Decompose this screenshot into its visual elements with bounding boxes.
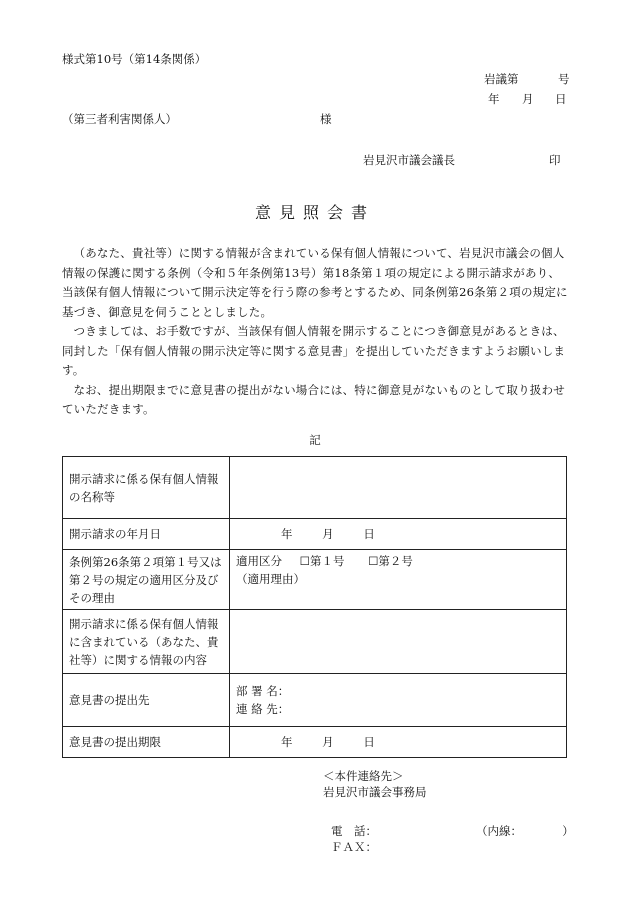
phone-label: 電 話： [331, 824, 377, 838]
option-item-2-checkbox[interactable]: ☐第２号 [368, 554, 413, 568]
sender-name: 岩見沢市議会議長 [363, 153, 455, 167]
personal-info-name-label: 開示請求に係る保有個人情報の名称等 [63, 457, 230, 519]
deadline-day: 日 [363, 735, 375, 749]
deadline-year: 年 [281, 735, 293, 749]
table-row [63, 674, 567, 727]
info-content-label: 開示請求に係る保有個人情報に含まれている（あなた、貴社等）に関する情報の内容 [63, 610, 230, 674]
contact-block [323, 768, 427, 800]
category-line [236, 552, 560, 570]
issue-date-year: 年 [488, 92, 500, 106]
request-date-label: 開示請求の年月日 [63, 519, 230, 550]
body-text [62, 244, 570, 420]
document-number-suffix: 号 [558, 72, 570, 86]
request-date-field[interactable] [230, 519, 567, 550]
request-date-day: 日 [363, 527, 375, 541]
body-paragraph-2: つきましては、お手数ですが、当該保有個人情報を開示することにつき御意見があるときは、同封した「保有個人情報の開示決定等に関する意見書」を提出していただきますようお願いします。 [62, 324, 566, 377]
submission-deadline-field[interactable] [230, 727, 567, 758]
contact-label: 連 絡 先： [236, 702, 290, 716]
document-title: 意見照会書 [254, 203, 375, 222]
table-row [63, 457, 567, 519]
request-date-year: 年 [281, 527, 293, 541]
applicable-category-label: 条例第26条第２項第１号又は第２号の規定の適用区分及びその理由 [63, 550, 230, 610]
contact-office: 岩見沢市議会事務局 [323, 785, 427, 799]
addressee-honorific: 様 [320, 112, 332, 126]
submission-destination-field [230, 674, 567, 727]
department-label: 部 署 名： [236, 684, 290, 698]
extension-label: （内線： ） [476, 824, 574, 838]
deadline-month: 月 [322, 735, 334, 749]
applicable-category-field [230, 550, 567, 610]
body-paragraph-1: （あなた、貴社等）に関する情報が含まれている保有個人情報について、岩見沢市議会の個人情報の保護に関する条例（令和５年条例第13号）第18条第１項の規定による開示請求があり、当該保有個人情報について開示決定等を行う際の参考とするため、同条例第26条第２項の規定に基づき、御意見を伺うこととしました。 [62, 246, 568, 319]
submission-deadline-label: 意見書の提出期限 [63, 727, 230, 758]
reason-label: （適用理由） [236, 572, 305, 586]
addressee-label: （第三者利害関係人） [62, 112, 177, 126]
form-number: 様式第10号（第14条関係） [62, 52, 207, 66]
personal-info-name-field[interactable] [230, 457, 567, 519]
inquiry-table [62, 456, 567, 758]
document-number-label: 岩議第 [484, 72, 519, 86]
table-row [63, 610, 567, 674]
seal-mark: 印 [549, 153, 561, 167]
body-paragraph-3: なお、提出期限までに意見書の提出がない場合には、特に御意見がないものとして取り扱わせていただきます。 [62, 382, 565, 416]
option-item-1-checkbox[interactable]: ☐第１号 [299, 554, 345, 568]
request-date-month: 月 [322, 527, 334, 541]
info-content-field[interactable] [230, 610, 567, 674]
contact-heading: ＜本件連絡先＞ [323, 769, 404, 783]
ki-heading: 記 [309, 433, 321, 447]
category-label: 適用区分 [236, 554, 282, 568]
fax-label: ＦＡＸ： [331, 840, 377, 854]
table-row [63, 550, 567, 610]
table-row [63, 727, 567, 758]
submission-destination-label: 意見書の提出先 [63, 674, 230, 727]
issue-date-day: 日 [555, 92, 567, 106]
table-row [63, 519, 567, 550]
issue-date-month: 月 [522, 92, 534, 106]
